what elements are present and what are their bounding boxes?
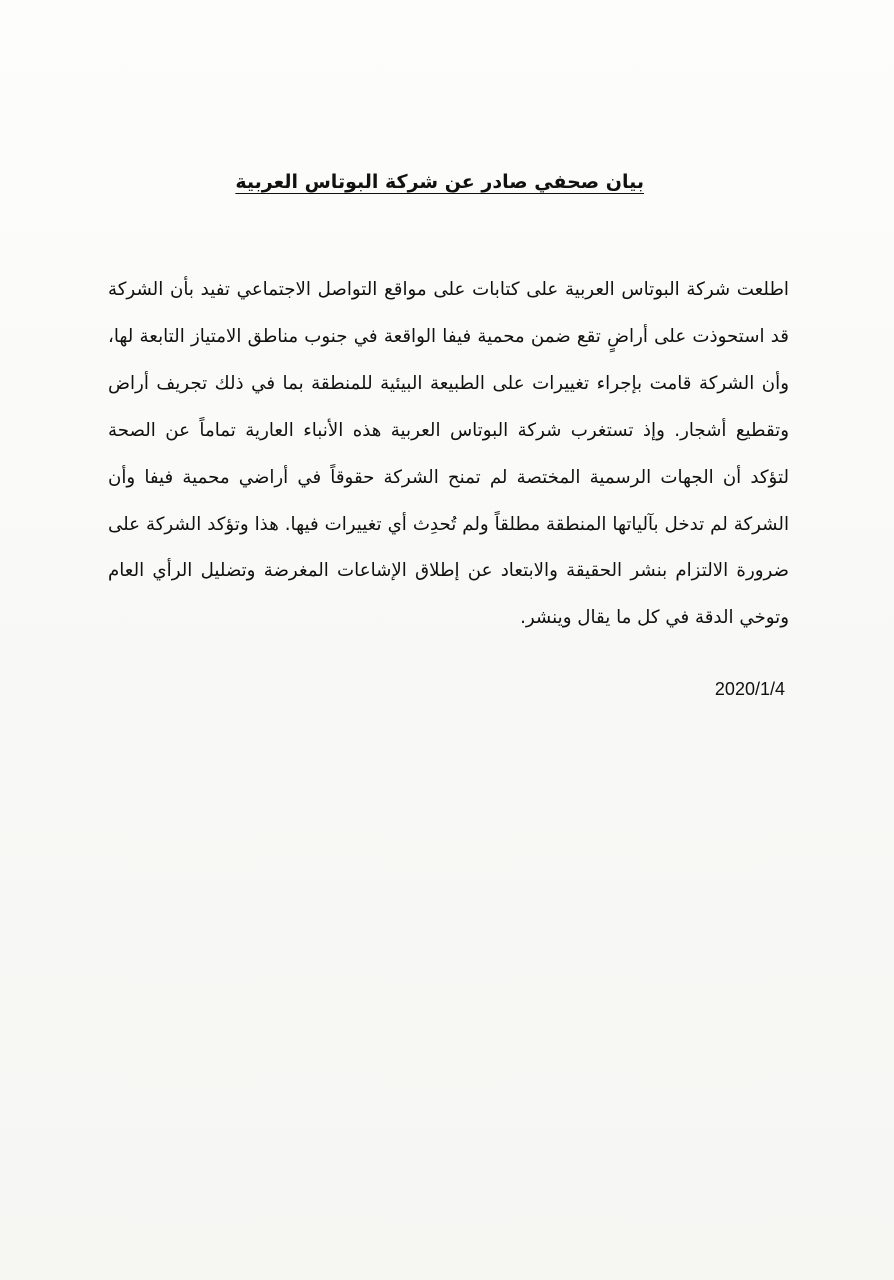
press-release-body: اطلعت شركة البوتاس العربية على كتابات على مواقع التواصل الاجتماعي تفيد بأن الشركة قد استحوذت على أراضٍ تقع ضمن محمية فيفا الواقعة في جنوب مناطق الامتياز التابعة لها، وأن الشركة قامت بإجراء تغييرات على الطبيعة البيئية للمنطقة بما في ذلك تجريف أراض وتقطيع أشجار. وإذ تستغرب شركة البوتاس العربية هذه الأنباء العارية تماماً عن الصحة لتؤكد أن الجهات الرسمية المختصة لم تمنح الشركة حقوقاً في أراضي محمية فيفا وأن الشركة لم تدخل بآلياتها المنطقة مطلقاً ولم تُحدِث أي تغييرات فيها. هذا وتؤكد الشركة على ضرورة الالتزام بنشر الحقيقة والابتعاد عن إطلاق الإشاعات المغرضة وتضليل الرأي العام وتوخي الدقة في كل ما يقال وينشر. — [108, 279, 789, 629]
press-release-title: بيان صحفي صادر عن شركة البوتاس العربية — [235, 171, 644, 193]
release-date: 2020/1/4 — [714, 679, 785, 699]
